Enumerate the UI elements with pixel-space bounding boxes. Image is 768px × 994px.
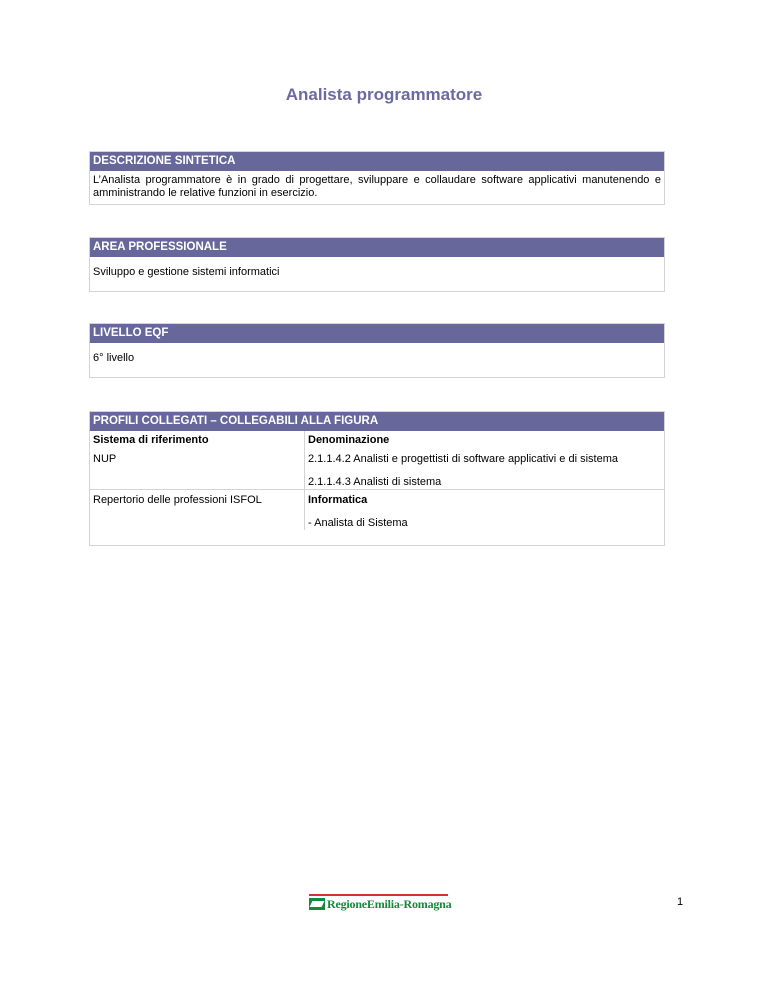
section-heading: AREA PROFESSIONALE xyxy=(90,238,664,257)
logo-red-bar xyxy=(309,894,448,896)
regione-emilia-romagna-logo xyxy=(309,894,452,911)
table-row xyxy=(90,451,664,490)
section-heading: LIVELLO EQF xyxy=(90,324,664,343)
cell-sistema: Repertorio delle professioni ISFOL xyxy=(90,490,305,531)
table-row xyxy=(90,490,664,531)
denominazione-entry: 2.1.1.4.2 Analisti e progettisti di software applicativi e di sistema xyxy=(308,453,618,465)
denominazione-entry: - Analista di Sistema xyxy=(308,517,408,529)
page-number: 1 xyxy=(677,896,684,908)
section-descrizione-sintetica xyxy=(89,151,665,205)
section-heading: DESCRIZIONE SINTETICA xyxy=(90,152,664,171)
cell-denominazione xyxy=(305,451,665,490)
denominazione-entry: 2.1.1.4.3 Analisti di sistema xyxy=(308,476,442,488)
section-livello-eqf xyxy=(89,323,665,378)
logo-text: RegioneEmilia-Romagna xyxy=(327,897,452,911)
denominazione-category: Informatica xyxy=(308,494,368,506)
section-heading: PROFILI COLLEGATI – COLLEGABILI ALLA FIGURA xyxy=(90,412,664,431)
section-text: Sviluppo e gestione sistemi informatici xyxy=(93,266,280,278)
logo-flag-icon xyxy=(309,898,325,910)
profili-table xyxy=(90,431,664,530)
section-text: L’Analista programmatore è in grado di progettare, sviluppare e collaudare software applicativi manutenendo e amministrando le relative funzioni in esercizio. xyxy=(93,174,661,199)
document-title: Analista programmatore xyxy=(285,85,483,104)
column-header-denominazione: Denominazione xyxy=(308,434,390,446)
section-area-professionale xyxy=(89,237,665,292)
section-text: 6° livello xyxy=(93,352,135,364)
cell-sistema: NUP xyxy=(90,451,305,490)
table-header-row xyxy=(90,431,664,451)
cell-denominazione xyxy=(305,490,665,531)
section-profili-collegati xyxy=(89,411,665,546)
column-header-sistema: Sistema di riferimento xyxy=(90,431,305,451)
